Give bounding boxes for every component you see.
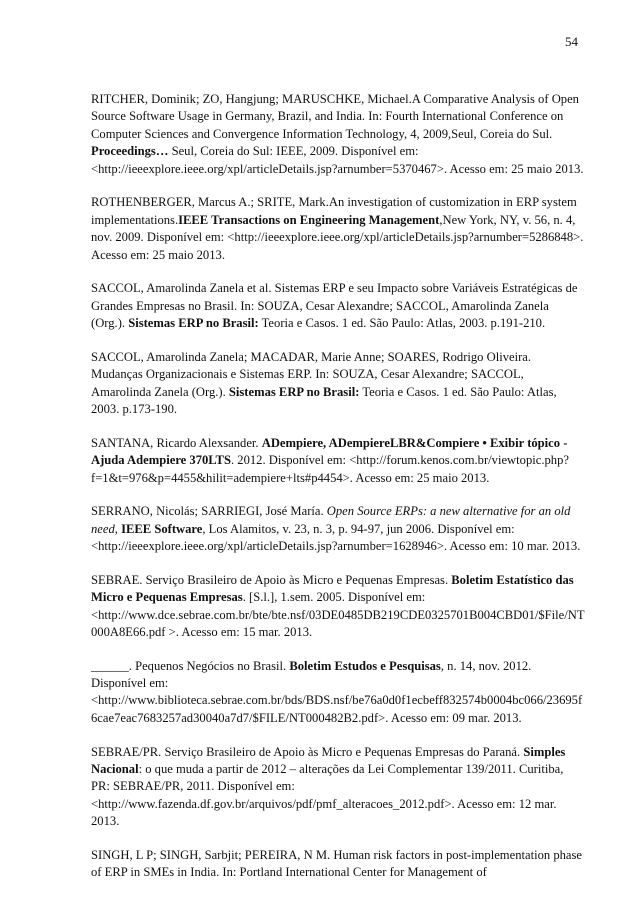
reference-text: . 2012. Disponível em: <http://forum.kenos.com.br/viewtopic.php?f=1&t=976&p=4455&hilit=adempiere+lts#p4454>. Acesso em: 25 maio 2013. <box>91 453 569 485</box>
reference-rothenberger <box>91 194 585 264</box>
page-number: 54 <box>565 34 578 49</box>
reference-text: SERRANO, Nicolás; SARRIEGI, José María. <box>91 504 327 519</box>
reference-text: SANTANA, Ricardo Alexsander. <box>91 435 262 450</box>
reference-text: . [S.l.], 1.sem. 2005. Disponível em: <http://www.dce.sebrae.com.br/bte/bte.nsf/03DE0485DB219CDE0325701B004CBD01/$File/NT000A8E66.pdf >. Acesso em: 15 mar. 2013. <box>91 590 585 639</box>
reference-serrano <box>91 503 585 555</box>
bold-title: Sistemas ERP no Brasil: <box>228 384 360 399</box>
reference-list <box>91 91 585 898</box>
reference-text: , Los Alamitos, v. 23, n. 3, p. 94-97, jun 2006. Disponível em: <http://ieeexplore.ieee.org/xpl/articleDetails.jsp?arnumber=1628946>. Acesso em: 10 mar. 2013. <box>91 521 581 554</box>
bold-title: Boletim Estatístico das Micro e Pequenas Empresas <box>91 572 574 605</box>
reference-text: Teoria e Casos. 1 ed. São Paulo: Atlas, 2003. p.191-210. <box>258 316 546 331</box>
reference-text: SEBRAE/PR. Serviço Brasileiro de Apoio às Micro e Pequenas Empresas do Paraná. <box>91 744 524 759</box>
bold-title: ADempiere, ADempiereLBR&Compiere • Exibir tópico - Ajuda Adempiere 370LTS <box>91 435 568 468</box>
reference-saccol-1 <box>91 280 585 332</box>
reference-santana <box>91 435 585 487</box>
reference-ritcher <box>91 91 585 178</box>
reference-text: ,New York, NY, v. 56, n. 4, nov. 2009. Disponível em: <http://ieeexplore.ieee.org/xpl/articleDetails.jsp?arnumber=5286848>. Acesso em: 25 maio 2013. <box>91 212 584 262</box>
reference-text: SACCOL, Amarolinda Zanela et al. Sistemas ERP e seu Impacto sobre Variáveis Estratégicas de Grandes Empresas no Brasil. In: SOUZA, Cesar Alexandre; SACCOL, Amarolinda Zanela (Org.). <box>91 281 578 331</box>
bold-title: IEEE Software <box>121 521 203 536</box>
reference-text: Teoria e Casos. 1 ed. São Paulo: Atlas, 2003. p.173-190. <box>91 384 557 416</box>
reference-text: SEBRAE. Serviço Brasileiro de Apoio às Micro e Pequenas Empresas. <box>91 572 452 587</box>
bold-title: Boletim Estudos e Pesquisas <box>289 658 441 673</box>
reference-text: SACCOL, Amarolinda Zanela; MACADAR, Marie Anne; SOARES, Rodrigo Oliveira. Mudanças Organizacionais e Sistemas ERP. In: SOUZA, Cesar Alexandre; SACCOL, Amarolinda Zanela (Org.). <box>91 349 532 399</box>
bold-title: Simples Nacional <box>91 744 566 776</box>
reference-text: ROTHENBERGER, Marcus A.; SRITE, Mark.An investigation of customization in ERP system implementations. <box>91 195 577 227</box>
bold-title: IEEE Transactions on Engineering Management <box>178 212 440 227</box>
reference-text: , <box>114 521 122 536</box>
reference-sebrae-2 <box>91 658 585 728</box>
bold-title: Sistemas ERP no Brasil: <box>128 316 259 331</box>
bold-title: Proceedings… <box>91 144 169 159</box>
reference-text: : o que muda a partir de 2012 – alterações da Lei Complementar 139/2011. Curitiba, PR: SEBRAE/PR, 2011. Disponível em: <http://www.fazenda.df.gov.br/arquivos/pdf/pmf_alteracoes_2012.pdf>. Acesso em: 12 mar. 2013. <box>91 761 564 829</box>
reference-sebrae-1 <box>91 572 585 642</box>
italic-title: Open Source ERPs: a new alternative for an old need <box>91 504 571 536</box>
reference-text: ______. Pequenos Negócios no Brasil. <box>91 658 290 673</box>
reference-text: RITCHER, Dominik; ZO, Hangjung; MARUSCHKE, Michael.A Comparative Analysis of Open Source Software Usage in Germany, Brazil, and India. In: Fourth International Conference on Computer Sciences and Convergence Information Technology, 4, 2009,Seul, Coreia do Sul. <box>91 92 579 141</box>
reference-saccol-2 <box>91 349 585 419</box>
reference-text: SINGH, L P; SINGH, Sarbjit; PEREIRA, N M. Human risk factors in post-implementation phase of ERP in SMEs in India. In: Portland International Center for Management of <box>91 847 582 880</box>
reference-singh <box>91 847 585 882</box>
reference-text: Seul, Coreia do Sul: IEEE, 2009. Disponível em: <http://ieeexplore.ieee.org/xpl/articleDetails.jsp?arnumber=5370467>. Acesso em: 25 maio 2013. <box>91 144 584 176</box>
reference-text: , n. 14, nov. 2012. Disponível em: <http://www.biblioteca.sebrae.com.br/bds/BDS.nsf/be76a0d0f1ecbeff832574b0004bc066/23695f6cae7eac7683257ad30040a7d7/$FILE/NT000482B2.pdf>. Acesso em: 09 mar. 2013. <box>91 658 583 725</box>
reference-sebrae-pr <box>91 744 585 831</box>
